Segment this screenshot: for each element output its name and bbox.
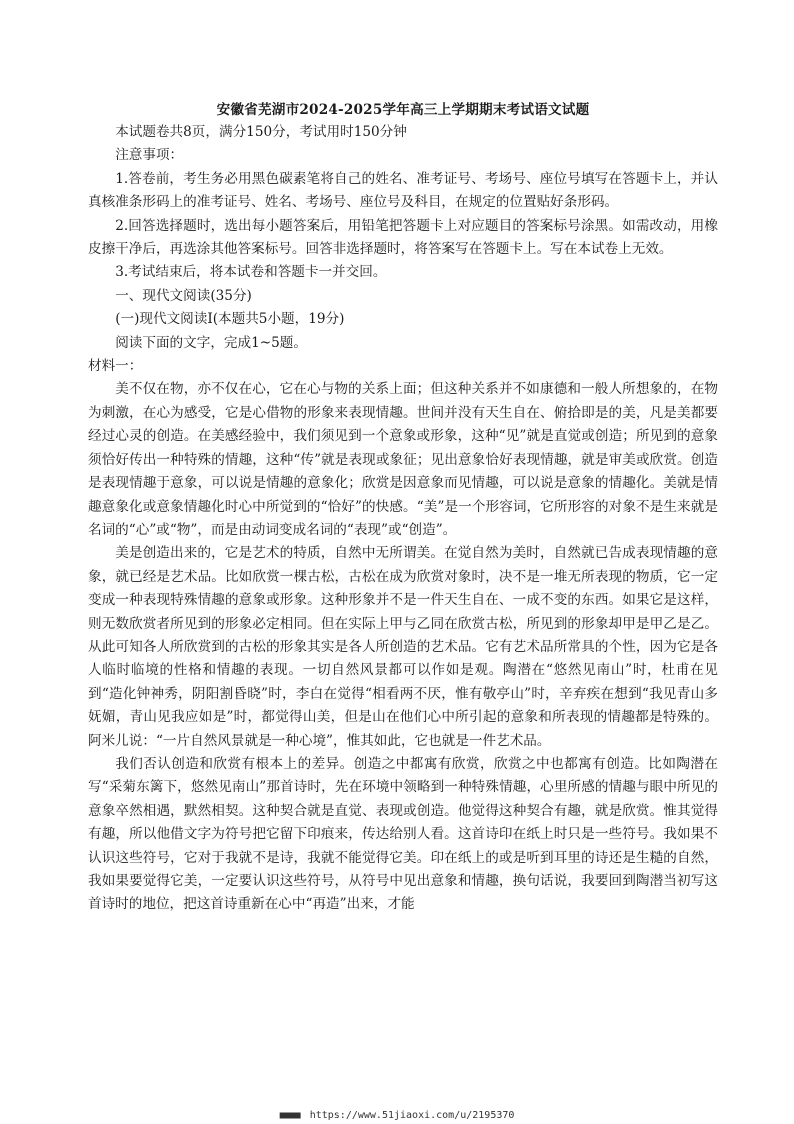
notice-item-3: 3.考试结束后，将本试卷和答题卡一并交回。: [115, 264, 387, 281]
page-footer: [0, 1110, 794, 1122]
reading-instruction: 阅读下面的文字，完成1~5题。: [115, 334, 307, 351]
footer-url-link[interactable]: https://www.51jiaoxi.com/u/2195370: [309, 1110, 515, 1121]
notice-item-1: 1.答卷前，考生务必用黑色碳素笔将自己的姓名、准考证号、考场号、座位号填写在答题卡上，并认真核准条形码上的准考证号、姓名、考场号、座位号及科目，在规定的位置贴好条形码。: [88, 170, 718, 211]
footer-logo: ■■■■: [279, 1110, 300, 1121]
section-heading: 一、现代文阅读(35分): [115, 287, 252, 304]
material-paragraph-1: 美不仅在物，亦不仅在心，它在心与物的关系上面；但这种关系并不如康德和一般人所想象的，在物为刺激，在心为感受，它是心借物的形象来表现情趣。世间并没有天生自在、俯拾即是的美，凡是美都要经过心灵的创造。在美感经验中，我们须见到一个意象或形象，这种“见”就是直觉或创造；所见到的意象须恰好传出一种特殊的情趣，这种“传”就是表现或象征；见出意象恰好表现情趣，就是审美或欣赏。创造是表现情趣于意象，可以说是情趣的意象化；欣赏是因意象而见情趣，可以说是意象的情趣化。美就是情趣意象化或意象情趣化时心中所觉到的“恰好”的快感。“美”是一个形容词，它所形容的对象不是生来就是名词的“心”或“物”，而是由动词变成名词的“表现”或“创造”。: [88, 381, 718, 538]
document-body: [88, 99, 718, 917]
material-paragraph-2: 美是创造出来的，它是艺术的特质，自然中无所谓美。在觉自然为美时，自然就已告成表现情趣的意象，就已经是艺术品。比如欣赏一棵古松，古松在成为欣赏对象时，决不是一堆无所表现的物质，它一定变成一种表现特殊情趣的意象或形象。这种形象并不是一件天生自在、一成不变的东西。如果它是这样，则无数欣赏者所见到的形象必定相同。但在实际上甲与乙同在欣赏古松，所见到的形象却甲是甲乙是乙。从此可知各人所欣赏到的古松的形象其实是各人所创造的艺术品。它有艺术品所常具的个性，因为它是各人临时临境的性格和情趣的表现。一切自然风景都可以作如是观。陶潜在“悠然见南山”时，杜甫在见到“造化钟神秀，阴阳割昏晓”时，李白在觉得“相看两不厌，惟有敬亭山”时，辛弃疾在想到“我见青山多妩媚，青山见我应如是”时，都觉得山美，但是山在他们心中所引起的意象和所表现的情趣都是特殊的。阿米儿说：“一片自然风景就是一种心境”，惟其如此，它也就是一件艺术品。: [88, 545, 718, 749]
notice-heading: 注意事项：: [115, 147, 184, 164]
notice-item-2: 2.回答选择题时，选出每小题答案后，用铅笔把答题卡上对应题目的答案标号涂黑。如需改动，用橡皮擦干净后，再选涂其他答案标号。回答非选择题时，将答案写在答题卡上。写在本试卷上无效。: [88, 217, 718, 258]
exam-intro: 本试题卷共8页，满分150分，考试用时150分钟: [115, 124, 407, 140]
subsection-heading: (一)现代文阅读Ⅰ(本题共5小题，19分): [115, 311, 345, 328]
material-label: 材料一：: [88, 358, 143, 375]
material-paragraph-3: 我们否认创造和欣赏有根本上的差异。创造之中都寓有欣赏，欣赏之中也都寓有创造。比如陶潜在写“采菊东篱下，悠然见南山”那首诗时，先在环境中领略到一种特殊情趣，心里所感的情趣与眼中所见的意象卒然相遇，默然相契。这种契合就是直觉、表现或创造。他觉得这种契合有趣，就是欣赏。惟其觉得有趣，所以他借文字为符号把它留下印痕来，传达给别人看。这首诗印在纸上时只是一些符号。我如果不认识这些符号，它对于我就不是诗，我就不能觉得它美。印在纸上的或是听到耳里的诗还是生糙的自然，我如果要觉得它美，一定要认识这些符号，从符号中见出意象和情趣，换句话说，我要回到陶潜当初写这首诗时的地位，把这首诗重新在心中“再造”出来，才能: [88, 755, 718, 913]
page-title: 安徽省芜湖市2024-2025学年高三上学期期末考试语文试题: [216, 102, 590, 118]
